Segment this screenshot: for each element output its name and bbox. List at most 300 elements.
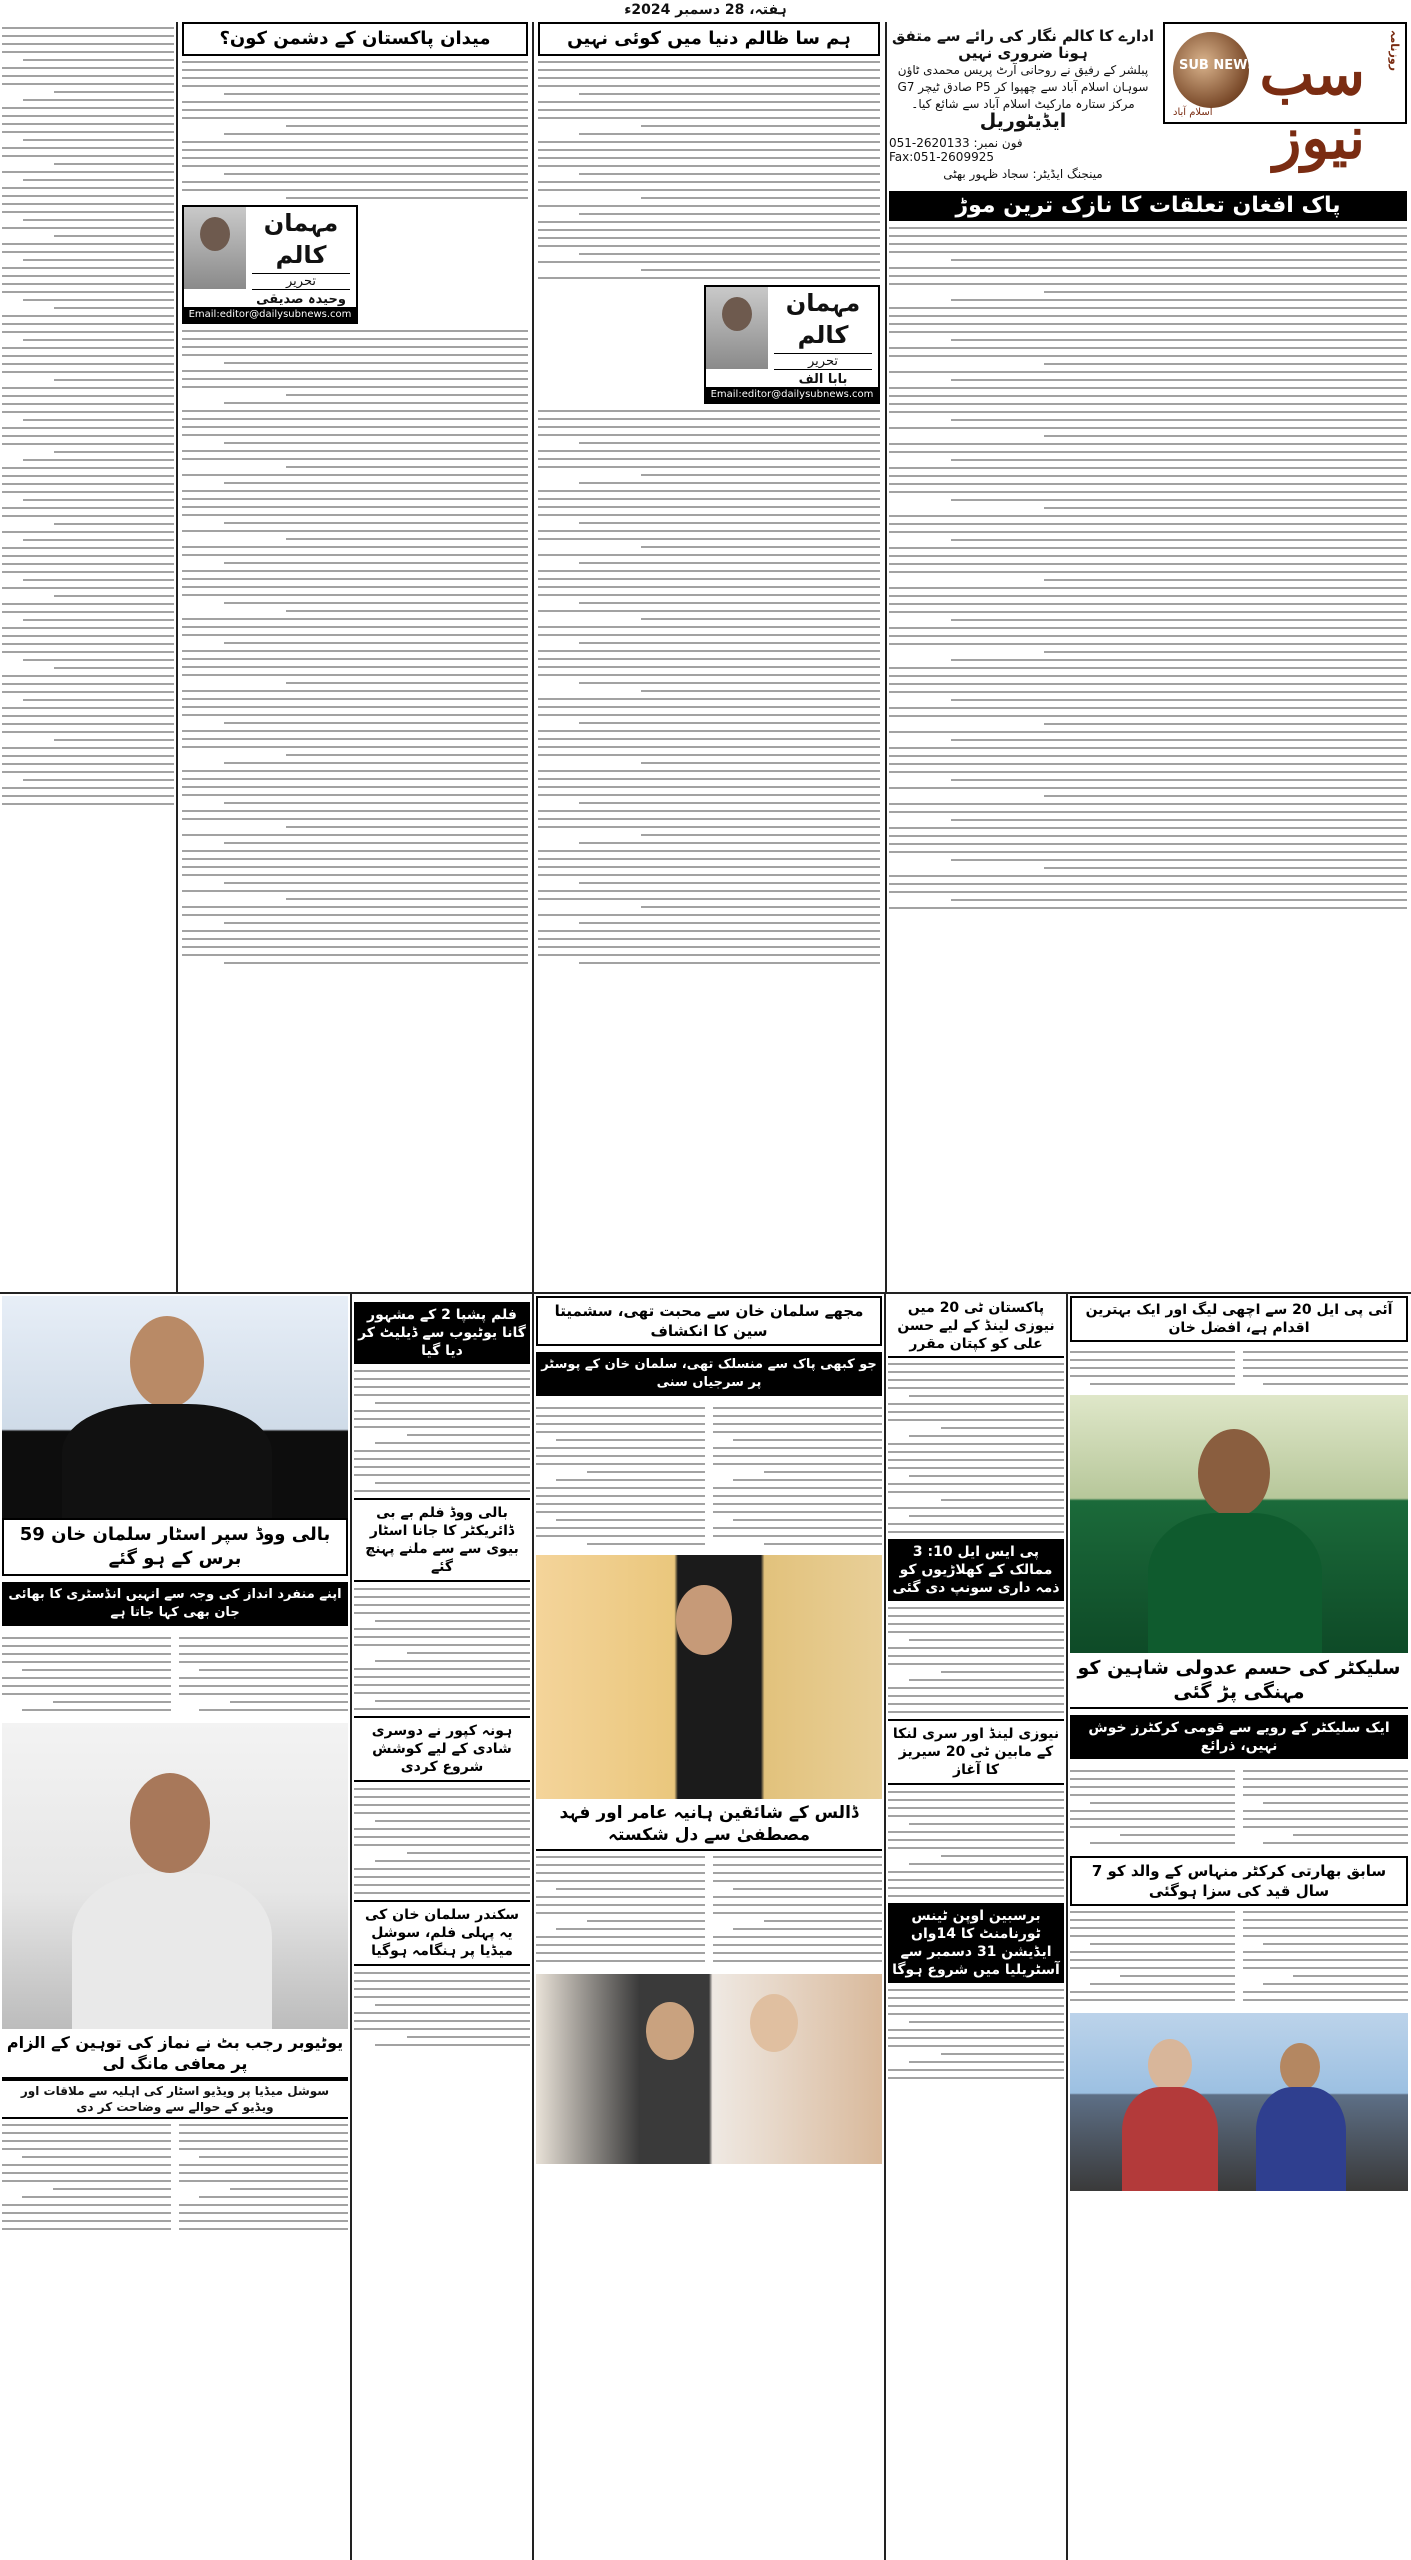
- text-line: [1070, 1810, 1235, 1812]
- text-line: [888, 1419, 1064, 1421]
- text-line: [54, 379, 174, 381]
- text-line: [2, 411, 174, 413]
- text-line: [888, 2029, 1064, 2031]
- text-line: [579, 922, 880, 924]
- text-line: [2, 323, 174, 325]
- text-line: [2, 467, 174, 469]
- text-line: [182, 650, 528, 652]
- text-line: [2, 547, 174, 549]
- text-line: [579, 173, 880, 175]
- text-line: [713, 1896, 882, 1898]
- text-line: [354, 1892, 530, 1894]
- text-line: [951, 899, 1407, 901]
- text-line: [182, 498, 528, 500]
- text-line: [182, 874, 528, 876]
- guest-author-box: [182, 205, 358, 324]
- text-line: [182, 117, 528, 119]
- text-line: [2, 1685, 171, 1687]
- text-line: [579, 802, 880, 804]
- column-2-body-cont: [538, 410, 880, 964]
- text-line: [641, 474, 880, 476]
- text-line: [23, 539, 174, 541]
- text-line: [2, 675, 174, 677]
- text-line: [2, 387, 174, 389]
- text-line: [2, 683, 174, 685]
- text-line: [182, 189, 528, 191]
- text-line: [182, 157, 528, 159]
- text-line: [179, 2140, 348, 2142]
- text-line: [538, 898, 880, 900]
- salman-photo: [2, 1296, 348, 1518]
- text-line: [2, 251, 174, 253]
- text-line: [889, 763, 1407, 765]
- film-body: [354, 1972, 530, 2046]
- left-bottom-column: [2, 1296, 348, 2558]
- text-line: [182, 554, 528, 556]
- text-line: [199, 1669, 348, 1671]
- text-line: [538, 554, 880, 556]
- text-line: [1243, 1770, 1408, 1772]
- text-line: [2, 211, 174, 213]
- text-line: [354, 1708, 530, 1710]
- text-line: [230, 2188, 348, 2190]
- text-line: [641, 197, 880, 199]
- text-line: [1044, 579, 1407, 581]
- actress-caption: ڈالس کے شائقین ہانیہ عامر اور فہد مصطفیٰ سے دل شکستہ: [536, 1799, 882, 1851]
- sports-body: [1070, 1346, 1235, 1391]
- text-line: [53, 2188, 171, 2190]
- text-line: [733, 1888, 882, 1890]
- text-line: [888, 1387, 1064, 1389]
- text-line: [536, 1527, 705, 1529]
- text-line: [536, 1952, 705, 1954]
- text-line: [889, 515, 1407, 517]
- text-line: [2, 2140, 171, 2142]
- text-line: [182, 810, 528, 812]
- text-line: [22, 2156, 171, 2158]
- text-line: [2, 1661, 171, 1663]
- text-line: [2, 347, 174, 349]
- text-line: [182, 626, 528, 628]
- entertainment-headline: مجھے سلمان خان سے محبت تھی، سشمیتا سین کا انکشاف: [536, 1296, 882, 1346]
- text-line: [182, 770, 528, 772]
- text-line: [536, 1511, 705, 1513]
- text-line: [354, 1788, 530, 1790]
- text-line: [2, 635, 174, 637]
- text-line: [182, 458, 528, 460]
- text-line: [1070, 1935, 1235, 1937]
- column-divider: [532, 22, 534, 1292]
- salman-headline: بالی ووڈ سپر اسٹار سلمان خان 59 برس کے ہو گئے: [2, 1518, 348, 1576]
- text-line: [2, 707, 174, 709]
- text-line: [354, 1378, 530, 1380]
- text-line: [889, 675, 1407, 677]
- column-3-headline: میدان پاکستان کے دشمن کون؟: [182, 22, 528, 56]
- text-line: [888, 1363, 1064, 1365]
- sports-body: [1243, 1346, 1408, 1391]
- column-2: [536, 22, 882, 1290]
- text-line: [579, 642, 880, 644]
- text-line: [538, 874, 880, 876]
- text-line: [909, 1823, 1064, 1825]
- text-line: [182, 410, 528, 412]
- text-line: [182, 61, 528, 63]
- text-line: [889, 707, 1407, 709]
- text-line: [1070, 1911, 1235, 1913]
- text-line: [1044, 795, 1407, 797]
- author-role: تحریر: [252, 273, 350, 290]
- text-line: [889, 243, 1407, 245]
- text-line: [354, 1676, 530, 1678]
- text-line: [53, 1701, 171, 1703]
- text-line: [2, 2132, 171, 2134]
- text-line: [375, 1620, 530, 1622]
- text-line: [941, 1671, 1064, 1673]
- text-line: [889, 627, 1407, 629]
- text-line: [23, 459, 174, 461]
- entertainment-body: [713, 1402, 882, 1551]
- text-line: [538, 858, 880, 860]
- text-line: [23, 179, 174, 181]
- text-line: [889, 843, 1407, 845]
- publisher-line: پبلشر کے رفیق نے روحانی آرٹ پریس محمدی ٹاؤن سوہان اسلام آباد سے چھپوا کر P5 صادق ٹیچر G7 مرکز ستارہ مارکیٹ اسلام آباد سے شائع کیا۔: [897, 63, 1149, 111]
- text-line: [889, 483, 1407, 485]
- text-line: [951, 259, 1407, 261]
- text-line: [713, 1872, 882, 1874]
- text-line: [286, 466, 528, 468]
- text-line: [2, 315, 174, 317]
- text-line: [2, 475, 174, 477]
- column-3: [180, 22, 530, 1290]
- text-line: [2, 2212, 171, 2214]
- masthead: [1163, 22, 1407, 172]
- text-line: [713, 1407, 882, 1409]
- salman-body: [2, 1632, 171, 1717]
- text-line: [182, 850, 528, 852]
- text-line: [2, 1653, 171, 1655]
- sports-body: [1243, 1765, 1408, 1850]
- entertainment-sub: جو کبھی پاک سے منسلک تھی، سلمان خان کے پوسٹر پر سرجیاں سنی: [536, 1352, 882, 1396]
- text-line: [538, 418, 880, 420]
- text-line: [889, 387, 1407, 389]
- text-line: [579, 842, 880, 844]
- text-line: [538, 714, 880, 716]
- text-line: [889, 603, 1407, 605]
- text-line: [713, 1535, 882, 1537]
- text-line: [2, 555, 174, 557]
- cricket-headline-3: نیوزی لینڈ اور سری لنکا کے مابین ٹی 20 سیریز کا آغاز: [888, 1719, 1064, 1785]
- text-line: [286, 125, 528, 127]
- text-line: [2, 67, 174, 69]
- text-line: [536, 1904, 705, 1906]
- text-line: [888, 1379, 1064, 1381]
- cricket-body: [888, 1607, 1064, 1713]
- text-line: [713, 1880, 882, 1882]
- text-line: [1090, 1983, 1235, 1985]
- text-line: [538, 650, 880, 652]
- youtuber-photo: [2, 1723, 348, 2029]
- text-line: [538, 426, 880, 428]
- text-line: [951, 619, 1407, 621]
- text-line: [538, 205, 880, 207]
- text-line: [889, 835, 1407, 837]
- text-line: [54, 451, 174, 453]
- text-line: [1070, 1367, 1235, 1369]
- text-line: [538, 466, 880, 468]
- text-line: [889, 427, 1407, 429]
- text-line: [941, 1855, 1064, 1857]
- text-line: [538, 698, 880, 700]
- text-line: [182, 818, 528, 820]
- text-line: [2, 491, 174, 493]
- text-line: [182, 914, 528, 916]
- text-line: [2, 715, 174, 717]
- text-line: [182, 474, 528, 476]
- text-line: [2, 563, 174, 565]
- text-line: [286, 538, 528, 540]
- text-line: [182, 330, 528, 332]
- text-line: [2, 123, 174, 125]
- text-line: [889, 227, 1407, 229]
- text-line: [536, 1423, 705, 1425]
- text-line: [182, 69, 528, 71]
- text-line: [224, 522, 528, 524]
- text-line: [1044, 651, 1407, 653]
- text-line: [286, 197, 528, 199]
- text-line: [2, 147, 174, 149]
- text-line: [1044, 723, 1407, 725]
- text-line: [354, 1474, 530, 1476]
- text-line: [179, 2220, 348, 2222]
- text-line: [375, 1700, 530, 1702]
- text-line: [224, 402, 528, 404]
- text-line: [888, 1703, 1064, 1705]
- text-line: [556, 1479, 705, 1481]
- text-line: [54, 235, 174, 237]
- text-line: [888, 1607, 1064, 1609]
- text-line: [1243, 1810, 1408, 1812]
- text-line: [1070, 1359, 1235, 1361]
- cricket-headline-1: پاکستان ٹی 20 میں نیوزی لینڈ کے لیے حسن علی کو کپتان مقرر: [888, 1296, 1064, 1358]
- text-line: [538, 490, 880, 492]
- text-line: [713, 1527, 882, 1529]
- text-line: [22, 1669, 171, 1671]
- text-line: [354, 2028, 530, 2030]
- text-line: [2, 371, 174, 373]
- text-line: [888, 1403, 1064, 1405]
- text-line: [538, 181, 880, 183]
- text-line: [2, 627, 174, 629]
- sports-headline-3: سابق بھارتی کرکٹر منہاس کے والد کو 7 سال قید کی سزا ہوگئی: [1070, 1856, 1408, 1906]
- text-line: [199, 2156, 348, 2158]
- text-line: [713, 1423, 882, 1425]
- text-line: [579, 602, 880, 604]
- text-line: [951, 819, 1407, 821]
- text-line: [641, 834, 880, 836]
- text-line: [888, 2013, 1064, 2015]
- text-line: [538, 245, 880, 247]
- text-line: [179, 2148, 348, 2150]
- text-line: [23, 339, 174, 341]
- text-line: [375, 1402, 530, 1404]
- text-line: [354, 2012, 530, 2014]
- text-line: [179, 2172, 348, 2174]
- text-line: [536, 1880, 705, 1882]
- text-line: [23, 499, 174, 501]
- text-line: [538, 594, 880, 596]
- text-line: [889, 523, 1407, 525]
- author-role: تحریر: [774, 353, 872, 370]
- text-line: [889, 611, 1407, 613]
- text-line: [538, 954, 880, 956]
- text-line: [888, 1663, 1064, 1665]
- text-line: [179, 2204, 348, 2206]
- text-line: [889, 355, 1407, 357]
- actress-photo: [536, 1555, 882, 1799]
- column-4-body: [2, 27, 174, 805]
- text-line: [2, 531, 174, 533]
- text-line: [182, 674, 528, 676]
- text-line: [354, 1644, 530, 1646]
- text-line: [556, 1439, 705, 1441]
- text-line: [182, 730, 528, 732]
- text-line: [1044, 435, 1407, 437]
- text-line: [2, 275, 174, 277]
- text-line: [182, 378, 528, 380]
- text-line: [2, 787, 174, 789]
- text-line: [1293, 1975, 1409, 1977]
- text-line: [713, 1495, 882, 1497]
- text-line: [538, 570, 880, 572]
- text-line: [179, 1637, 348, 1639]
- text-line: [2, 203, 174, 205]
- text-line: [224, 842, 528, 844]
- text-line: [224, 602, 528, 604]
- text-line: [224, 802, 528, 804]
- text-line: [1243, 1927, 1408, 1929]
- bollywood-headline: بالی ووڈ فلم بے بی ڈائریکٹر کا جانا اسٹار بیوی سے سے ملنے پہنچ گئے: [354, 1498, 530, 1582]
- text-line: [641, 690, 880, 692]
- text-line: [764, 1920, 882, 1922]
- text-line: [182, 690, 528, 692]
- text-line: [179, 2212, 348, 2214]
- text-line: [354, 1596, 530, 1598]
- text-line: [354, 1884, 530, 1886]
- text-line: [889, 451, 1407, 453]
- text-line: [713, 1944, 882, 1946]
- text-line: [888, 1507, 1064, 1509]
- text-line: [23, 779, 174, 781]
- text-line: [182, 866, 528, 868]
- text-line: [733, 1439, 882, 1441]
- text-line: [2, 723, 174, 725]
- text-line: [888, 1791, 1064, 1793]
- text-line: [54, 163, 174, 165]
- text-line: [354, 1836, 530, 1838]
- text-line: [1243, 1991, 1408, 1993]
- text-line: [407, 1434, 530, 1436]
- text-line: [182, 450, 528, 452]
- text-line: [889, 571, 1407, 573]
- text-line: [354, 1972, 530, 1974]
- text-line: [579, 722, 880, 724]
- text-line: [224, 962, 528, 964]
- text-line: [23, 579, 174, 581]
- text-line: [556, 1928, 705, 1930]
- column-2-headline: ہم سا ظالم دنیا میں کوئی نہیں: [538, 22, 880, 56]
- text-line: [951, 539, 1407, 541]
- text-line: [354, 2020, 530, 2022]
- text-line: [182, 890, 528, 892]
- text-line: [1044, 507, 1407, 509]
- text-line: [889, 851, 1407, 853]
- text-line: [182, 490, 528, 492]
- text-line: [536, 1864, 705, 1866]
- text-line: [2, 483, 174, 485]
- text-line: [224, 642, 528, 644]
- text-line: [538, 826, 880, 828]
- text-line: [2, 443, 174, 445]
- text-line: [1120, 1975, 1236, 1977]
- text-line: [888, 1831, 1064, 1833]
- text-line: [888, 1531, 1064, 1533]
- text-line: [889, 691, 1407, 693]
- text-line: [182, 338, 528, 340]
- text-line: [1044, 291, 1407, 293]
- text-line: [375, 1660, 530, 1662]
- text-line: [713, 1463, 882, 1465]
- youtuber-body: [179, 2119, 348, 2236]
- text-line: [951, 779, 1407, 781]
- text-line: [224, 133, 528, 135]
- text-line: [23, 659, 174, 661]
- text-line: [538, 810, 880, 812]
- text-line: [713, 1511, 882, 1513]
- text-line: [641, 546, 880, 548]
- text-line: [179, 2124, 348, 2126]
- text-line: [1243, 1786, 1408, 1788]
- text-line: [713, 1864, 882, 1866]
- salman-sub: اپنے منفرد انداز کی وجہ سے انہیں انڈسٹری کا بھائی جان بھی کہا جاتا ہے: [2, 1582, 348, 1626]
- text-line: [889, 787, 1407, 789]
- text-line: [538, 578, 880, 580]
- text-line: [888, 1895, 1064, 1897]
- text-line: [888, 1459, 1064, 1461]
- masthead-info: [889, 22, 1157, 183]
- text-line: [889, 411, 1407, 413]
- text-line: [182, 594, 528, 596]
- text-line: [889, 803, 1407, 805]
- text-line: [1243, 1911, 1408, 1913]
- text-line: [951, 339, 1407, 341]
- text-line: [538, 498, 880, 500]
- text-line: [1120, 1834, 1236, 1836]
- film-column: [354, 1296, 530, 2558]
- text-line: [713, 1415, 882, 1417]
- text-line: [182, 706, 528, 708]
- text-line: [2, 195, 174, 197]
- text-line: [889, 883, 1407, 885]
- text-line: [889, 491, 1407, 493]
- text-line: [538, 165, 880, 167]
- text-line: [538, 514, 880, 516]
- text-line: [538, 634, 880, 636]
- text-line: [951, 739, 1407, 741]
- text-line: [1243, 1967, 1408, 1969]
- text-line: [2, 35, 174, 37]
- text-line: [23, 59, 174, 61]
- youtuber-body: [2, 2119, 171, 2236]
